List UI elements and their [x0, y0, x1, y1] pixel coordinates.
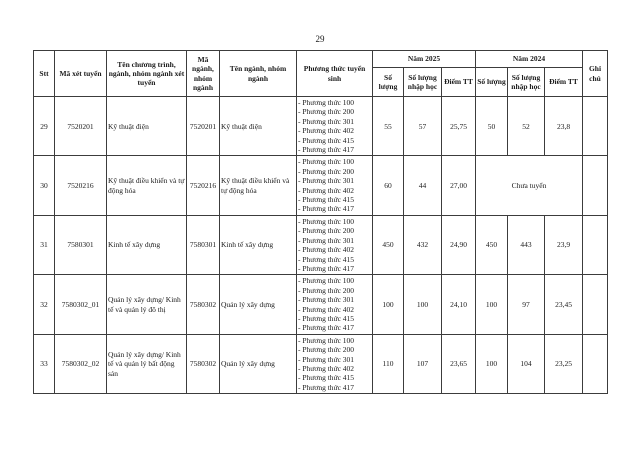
cell-2024-so-luong: 100	[476, 334, 508, 393]
phuong-thuc-line: - Phương thức 301	[298, 235, 355, 245]
cell-2024-diem-tt: 23,25	[545, 334, 583, 393]
cell-2024-nhap-hoc: 104	[508, 334, 545, 393]
phuong-thuc-line: - Phương thức 200	[298, 166, 355, 176]
phuong-thuc-line: - Phương thức 417	[298, 204, 355, 214]
cell-2024-nhap-hoc: 52	[508, 97, 545, 156]
cell-ghi-chu	[583, 97, 608, 156]
cell-stt: 29	[34, 97, 55, 156]
cell-2025-so-luong: 450	[373, 215, 404, 274]
table-row	[34, 334, 608, 393]
header-ten-nganh: Tên ngành, nhóm ngành	[220, 51, 297, 97]
cell-2024-so-luong: 450	[476, 215, 508, 274]
header-ghi-chu: Ghi chú	[583, 51, 608, 97]
cell-2025-nhap-hoc: 432	[404, 215, 442, 274]
cell-ten-nganh: Kỹ thuật điện	[220, 97, 297, 156]
header-nam-2025: Năm 2025	[373, 51, 476, 68]
phuong-thuc-line: - Phương thức 415	[298, 313, 355, 323]
header-2025-diem-tt: Điểm TT	[442, 68, 476, 97]
phuong-thuc-line: - Phương thức 301	[298, 354, 355, 364]
cell-ma-nganh: 7520201	[187, 97, 220, 156]
cell-2025-so-luong: 110	[373, 334, 404, 393]
cell-phuong-thuc	[297, 334, 373, 393]
table-row	[34, 156, 608, 215]
header-2025-so-luong-nhap-hoc: Số lượng nhập học	[404, 68, 442, 97]
cell-2025-so-luong: 100	[373, 275, 404, 334]
header-ma-xet-tuyen: Mã xét tuyển	[55, 51, 107, 97]
phuong-thuc-line: - Phương thức 415	[298, 195, 355, 205]
cell-ten-chuong-trinh: Quản lý xây dựng/ Kinh tế và quản lý đô thị	[107, 275, 187, 334]
cell-2024-diem-tt: 23,45	[545, 275, 583, 334]
cell-stt: 30	[34, 156, 55, 215]
phuong-thuc-line: - Phương thức 100	[298, 335, 355, 345]
phuong-thuc-line: - Phương thức 301	[298, 295, 355, 305]
phuong-thuc-line: - Phương thức 301	[298, 176, 355, 186]
phuong-thuc-line: - Phương thức 402	[298, 185, 355, 195]
cell-2025-so-luong: 60	[373, 156, 404, 215]
phuong-thuc-line: - Phương thức 301	[298, 116, 355, 126]
cell-ghi-chu	[583, 156, 608, 215]
cell-ten-chuong-trinh: Quản lý xây dựng/ Kinh tế và quản lý bất động sản	[107, 334, 187, 393]
cell-2025-diem-tt: 27,00	[442, 156, 476, 215]
cell-ma-nganh: 7580302	[187, 334, 220, 393]
phuong-thuc-line: - Phương thức 402	[298, 245, 355, 255]
cell-phuong-thuc	[297, 275, 373, 334]
cell-ma-xet-tuyen: 7520201	[55, 97, 107, 156]
cell-ghi-chu	[583, 275, 608, 334]
cell-ma-nganh: 7580301	[187, 215, 220, 274]
phuong-thuc-line: - Phương thức 200	[298, 107, 355, 117]
cell-2025-so-luong: 55	[373, 97, 404, 156]
table-row	[34, 97, 608, 156]
cell-phuong-thuc	[297, 215, 373, 274]
table-row	[34, 215, 608, 274]
header-ten-chuong-trinh: Tên chương trình, ngành, nhóm ngành xét tuyển	[107, 51, 187, 97]
header-phuong-thuc: Phương thức tuyển sinh	[297, 51, 373, 97]
header-nam-2024: Năm 2024	[476, 51, 583, 68]
phuong-thuc-line: - Phương thức 200	[298, 285, 355, 295]
cell-2025-diem-tt: 23,65	[442, 334, 476, 393]
cell-2024-nhap-hoc: 97	[508, 275, 545, 334]
cell-2024-diem-tt: 23,9	[545, 215, 583, 274]
phuong-thuc-line: - Phương thức 100	[298, 216, 355, 226]
header-2024-so-luong: Số lượng	[476, 68, 508, 97]
cell-2025-nhap-hoc: 57	[404, 97, 442, 156]
cell-ma-xet-tuyen: 7580302_02	[55, 334, 107, 393]
header-2025-so-luong: Số lượng	[373, 68, 404, 97]
phuong-thuc-line: - Phương thức 415	[298, 373, 355, 383]
table-row	[34, 275, 608, 334]
cell-phuong-thuc	[297, 156, 373, 215]
cell-2024-so-luong: 100	[476, 275, 508, 334]
phuong-thuc-line: - Phương thức 200	[298, 345, 355, 355]
header-2024-so-luong-nhap-hoc: Số lượng nhập học	[508, 68, 545, 97]
cell-2025-nhap-hoc: 100	[404, 275, 442, 334]
cell-2024-diem-tt: 23,8	[545, 97, 583, 156]
cell-ma-xet-tuyen: 7580301	[55, 215, 107, 274]
phuong-thuc-line: - Phương thức 402	[298, 363, 355, 373]
phuong-thuc-line: - Phương thức 100	[298, 98, 355, 107]
cell-ma-xet-tuyen: 7520216	[55, 156, 107, 215]
cell-ten-nganh: Kỹ thuật điều khiển và tự động hóa	[220, 156, 297, 215]
cell-2025-nhap-hoc: 44	[404, 156, 442, 215]
cell-ten-nganh: Quản lý xây dựng	[220, 275, 297, 334]
cell-2025-diem-tt: 25,75	[442, 97, 476, 156]
phuong-thuc-line: - Phương thức 417	[298, 263, 355, 273]
page-number: 29	[315, 34, 325, 44]
cell-stt: 32	[34, 275, 55, 334]
cell-2024-merged: Chưa tuyển	[476, 156, 583, 215]
cell-2025-nhap-hoc: 107	[404, 334, 442, 393]
cell-2024-so-luong: 50	[476, 97, 508, 156]
phuong-thuc-line: - Phương thức 417	[298, 382, 355, 392]
cell-ghi-chu	[583, 334, 608, 393]
cell-ten-chuong-trinh: Kỹ thuật điện	[107, 97, 187, 156]
table-header	[34, 51, 608, 97]
table-body	[34, 97, 608, 394]
header-ma-nganh: Mã ngành, nhóm ngành	[187, 51, 220, 97]
cell-stt: 33	[34, 334, 55, 393]
header-2024-diem-tt: Điểm TT	[545, 68, 583, 97]
phuong-thuc-line: - Phương thức 100	[298, 276, 355, 286]
phuong-thuc-line: - Phương thức 415	[298, 254, 355, 264]
cell-ma-nganh: 7580302	[187, 275, 220, 334]
phuong-thuc-line: - Phương thức 415	[298, 135, 355, 145]
phuong-thuc-line: - Phương thức 200	[298, 226, 355, 236]
cell-ten-nganh: Kinh tế xây dựng	[220, 215, 297, 274]
cell-ten-chuong-trinh: Kỹ thuật điều khiển và tự động hóa	[107, 156, 187, 215]
phuong-thuc-line: - Phương thức 402	[298, 126, 355, 136]
phuong-thuc-line: - Phương thức 100	[298, 157, 355, 167]
cell-2025-diem-tt: 24,90	[442, 215, 476, 274]
cell-ten-chuong-trinh: Kinh tế xây dựng	[107, 215, 187, 274]
admissions-table	[33, 50, 608, 394]
cell-stt: 31	[34, 215, 55, 274]
cell-ten-nganh: Quản lý xây dựng	[220, 334, 297, 393]
phuong-thuc-line: - Phương thức 417	[298, 323, 355, 333]
cell-ghi-chu	[583, 215, 608, 274]
cell-ma-xet-tuyen: 7580302_01	[55, 275, 107, 334]
phuong-thuc-line: - Phương thức 402	[298, 304, 355, 314]
cell-2024-nhap-hoc: 443	[508, 215, 545, 274]
cell-2025-diem-tt: 24,10	[442, 275, 476, 334]
header-stt: Stt	[34, 51, 55, 97]
cell-phuong-thuc	[297, 97, 373, 156]
phuong-thuc-line: - Phương thức 417	[298, 145, 355, 155]
cell-ma-nganh: 7520216	[187, 156, 220, 215]
